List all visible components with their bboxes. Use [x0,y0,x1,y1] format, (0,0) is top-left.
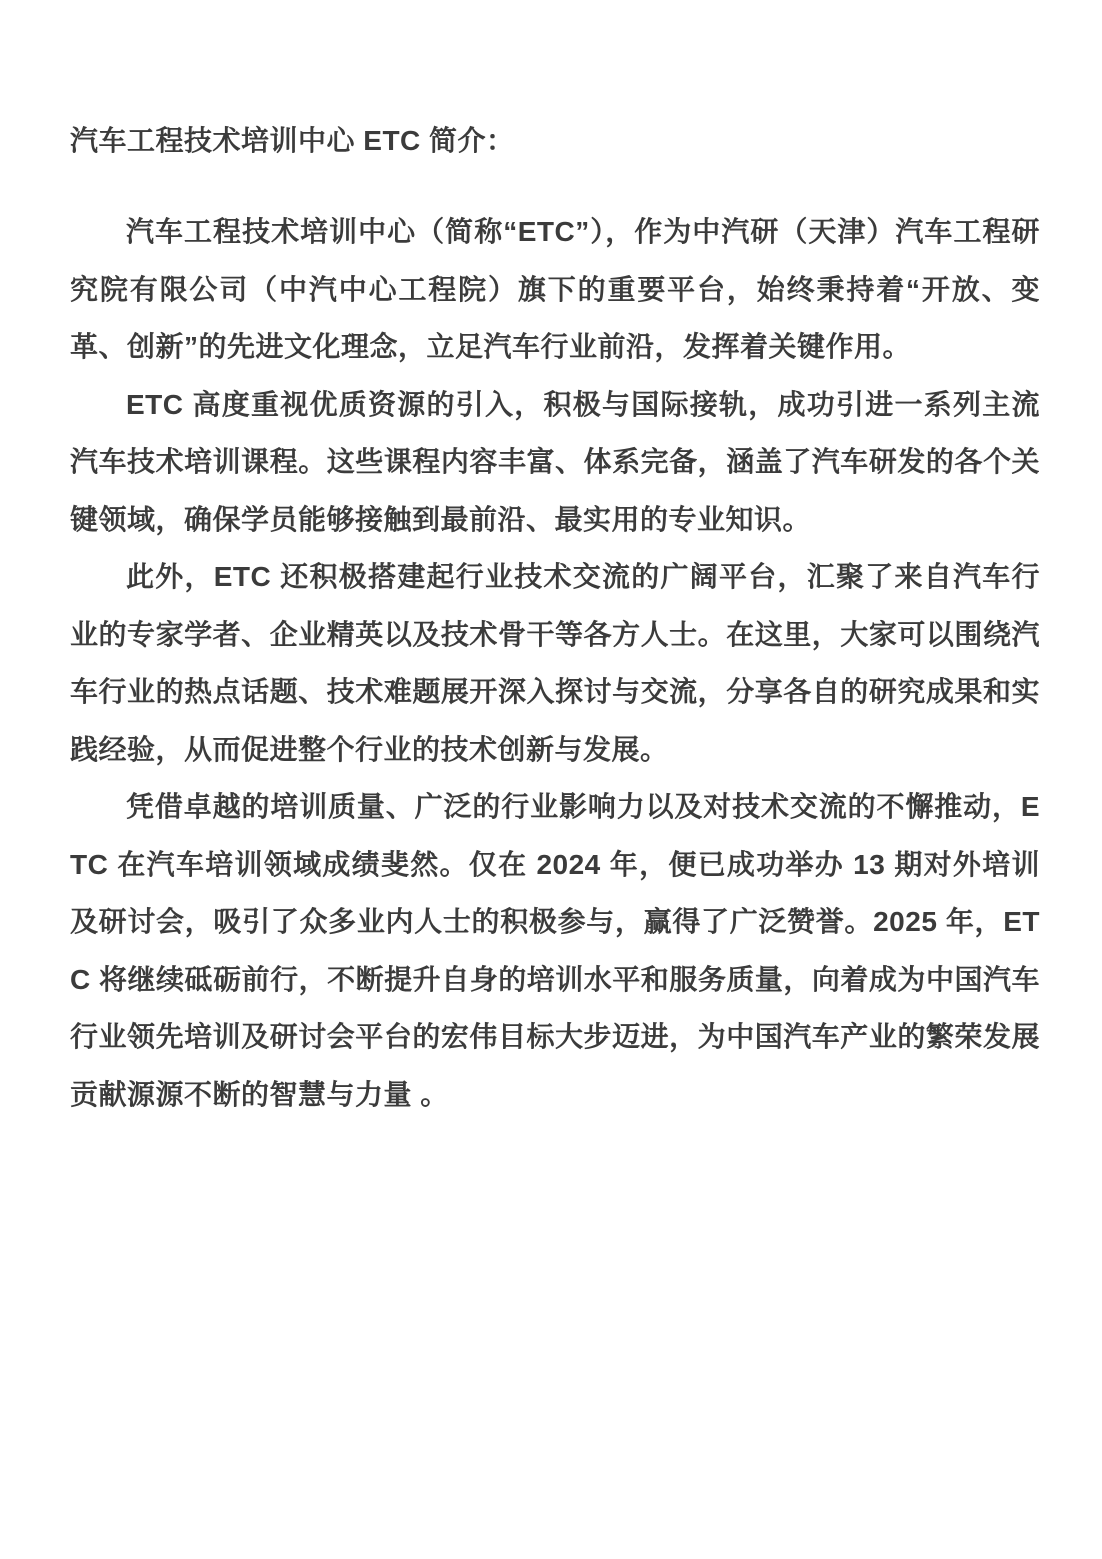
paragraph-exchange-platform: 此外，ETC 还积极搭建起行业技术交流的广阔平台，汇聚了来自汽车行业的专家学者、企业精英以及技术骨干等各方人士。在这里，大家可以围绕汽车行业的热点话题、技术难题展开深入探讨与交流，分享各自的研究成果和实践经验，从而促进整个行业的技术创新与发展。 [70,561,1040,765]
document-title: 汽车工程技术培训中心 ETC 简介： [70,125,515,156]
paragraph-resources: ETC 高度重视优质资源的引入，积极与国际接轨，成功引进一系列主流汽车技术培训课程。这些课程内容丰富、体系完备，涵盖了汽车研发的各个关键领域，确保学员能够接触到最前沿、最实用的专业知识。 [70,388,1040,535]
paragraph-achievements-outlook: 凭借卓越的培训质量、广泛的行业影响力以及对技术交流的不懈推动，ETC 在汽车培训领域成绩斐然。仅在 2024 年，便已成功举办 13 期对外培训及研讨会，吸引了众多业内人士的积极参与，赢得了广泛赞誉。2025 年，ETC 将继续砥砺前行，不断提升自身的培训水平和服务质量，向着成为中国汽车行业领先培训及研讨会平台的宏伟目标大步迈进，为中国汽车产业的繁荣发展贡献源源不断的智慧与力量 。 [70,791,1040,1110]
paragraph-intro: 汽车工程技术培训中心（简称“ETC”），作为中汽研（天津）汽车工程研究院有限公司（中汽中心工程院）旗下的重要平台，始终秉持着“开放、变革、创新”的先进文化理念，立足汽车行业前沿，发挥着关键作用。 [70,216,1040,362]
